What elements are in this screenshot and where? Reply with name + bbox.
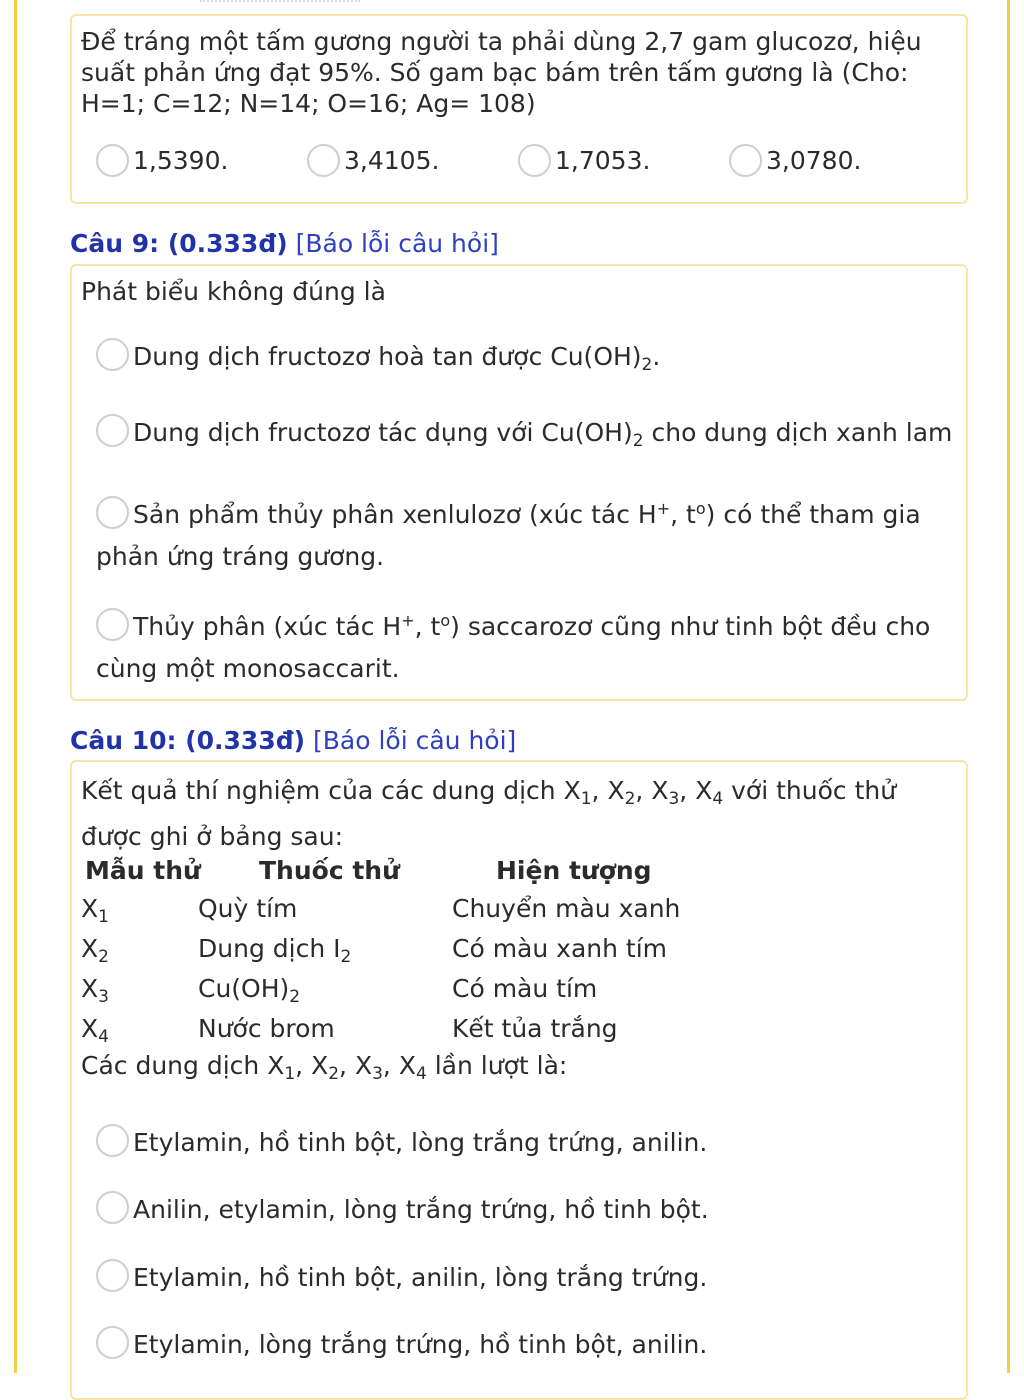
radio-button[interactable] xyxy=(518,144,551,177)
question-9-text: Phát biểu không đúng là xyxy=(81,277,386,306)
table-cell-reagent: Dung dịch $I_2$ xyxy=(198,934,352,967)
table-cell-sample: $X_4$ xyxy=(81,1014,109,1047)
q8-option-d[interactable]: 3,0780. xyxy=(729,144,861,177)
question-10-outro: Các dung dịch $X_1$, $X_2$, $X_3$, $X_4$ lần lượt là: xyxy=(81,1051,568,1084)
q8-option-c[interactable]: 1,7053. xyxy=(518,144,650,177)
radio-button[interactable] xyxy=(96,144,129,177)
question-9-title: Câu 9: (0.333đ) xyxy=(70,229,288,258)
question-10-title: Câu 10: (0.333đ) xyxy=(70,726,306,755)
report-error-link[interactable]: [Báo lỗi câu hỏi] xyxy=(295,229,499,258)
right-accent-border xyxy=(1007,0,1010,1373)
question-9-header xyxy=(70,229,499,258)
table-cell-reagent: Nước brom xyxy=(198,1014,335,1043)
radio-button[interactable] xyxy=(96,1191,129,1224)
radio-button[interactable] xyxy=(96,1326,129,1359)
question-10-intro: Kết quả thí nghiệm của các dung dịch $X_1$, $X_2$, $X_3$, $X_4$ với thuốc thử được ghi ở bảng sau: xyxy=(81,776,897,851)
q10-option-c[interactable]: Etylamin, hồ tinh bột, anilin, lòng trắng trứng. xyxy=(96,1257,958,1299)
q9-option-c[interactable]: Sản phẩm thủy phân xenlulozơ (xúc tác H+, $t^o$) có thể tham gia phản ứng tráng gương. xyxy=(96,488,958,578)
radio-button[interactable] xyxy=(96,1124,129,1157)
table-cell-sample: $X_1$ xyxy=(81,894,109,927)
q9-option-d[interactable]: Thủy phân (xúc tác H+, $t^o$) saccarozơ cũng như tinh bột đều cho cùng một monosaccarit. xyxy=(96,600,958,690)
table-header-sample: Mẫu thử xyxy=(85,856,201,885)
q10-option-a[interactable]: Etylamin, hồ tinh bột, lòng trắng trứng, anilin. xyxy=(96,1122,958,1164)
radio-button[interactable] xyxy=(96,496,129,529)
table-cell-phenomenon: Có màu xanh tím xyxy=(452,934,668,963)
q10-option-d[interactable]: Etylamin, lòng trắng trứng, hồ tinh bột, anilin. xyxy=(96,1324,958,1366)
table-cell-reagent: Quỳ tím xyxy=(198,894,298,923)
table-cell-phenomenon: Kết tủa trắng xyxy=(452,1014,618,1043)
q8-option-a[interactable]: 1,5390. xyxy=(96,144,228,177)
table-cell-reagent: $Cu(OH)_2$ xyxy=(198,974,301,1007)
radio-button[interactable] xyxy=(96,1259,129,1292)
radio-button[interactable] xyxy=(96,414,129,447)
question-9-card xyxy=(70,264,968,701)
q8-option-b[interactable]: 3,4105. xyxy=(307,144,439,177)
radio-button[interactable] xyxy=(729,144,762,177)
question-10-card xyxy=(70,760,968,1400)
q9-option-a[interactable]: Dung dịch fructozơ hoà tan được $Cu(OH)_2$. xyxy=(96,336,958,386)
report-error-link[interactable]: [Báo lỗi câu hỏi] xyxy=(313,726,517,755)
table-cell-sample: $X_2$ xyxy=(81,934,109,967)
top-divider xyxy=(200,0,360,4)
q9-option-b[interactable]: Dung dịch fructozơ tác dụng với $Cu(OH)_2$ cho dung dịch xanh lam xyxy=(96,412,958,462)
question-8-text: Để tráng một tấm gương người ta phải dùng 2,7 gam glucozơ, hiệu suất phản ứng đạt 95%. Số gam bạc bám trên tấm gương là (Cho: H=1; C=12; N=14; O=16; Ag= 108) xyxy=(81,27,922,118)
table-cell-sample: $X_3$ xyxy=(81,974,109,1007)
question-10-header xyxy=(70,726,516,755)
table-cell-phenomenon: Có màu tím xyxy=(452,974,598,1003)
table-header-phenomenon: Hiện tượng xyxy=(496,856,652,885)
q10-option-b[interactable]: Anilin, etylamin, lòng trắng trứng, hồ tinh bột. xyxy=(96,1189,958,1231)
radio-button[interactable] xyxy=(307,144,340,177)
table-cell-phenomenon: Chuyển màu xanh xyxy=(452,894,681,923)
radio-button[interactable] xyxy=(96,338,129,371)
left-accent-border xyxy=(14,0,17,1373)
table-header-reagent: Thuốc thử xyxy=(259,856,400,885)
radio-button[interactable] xyxy=(96,608,129,641)
question-8-card xyxy=(70,14,968,204)
